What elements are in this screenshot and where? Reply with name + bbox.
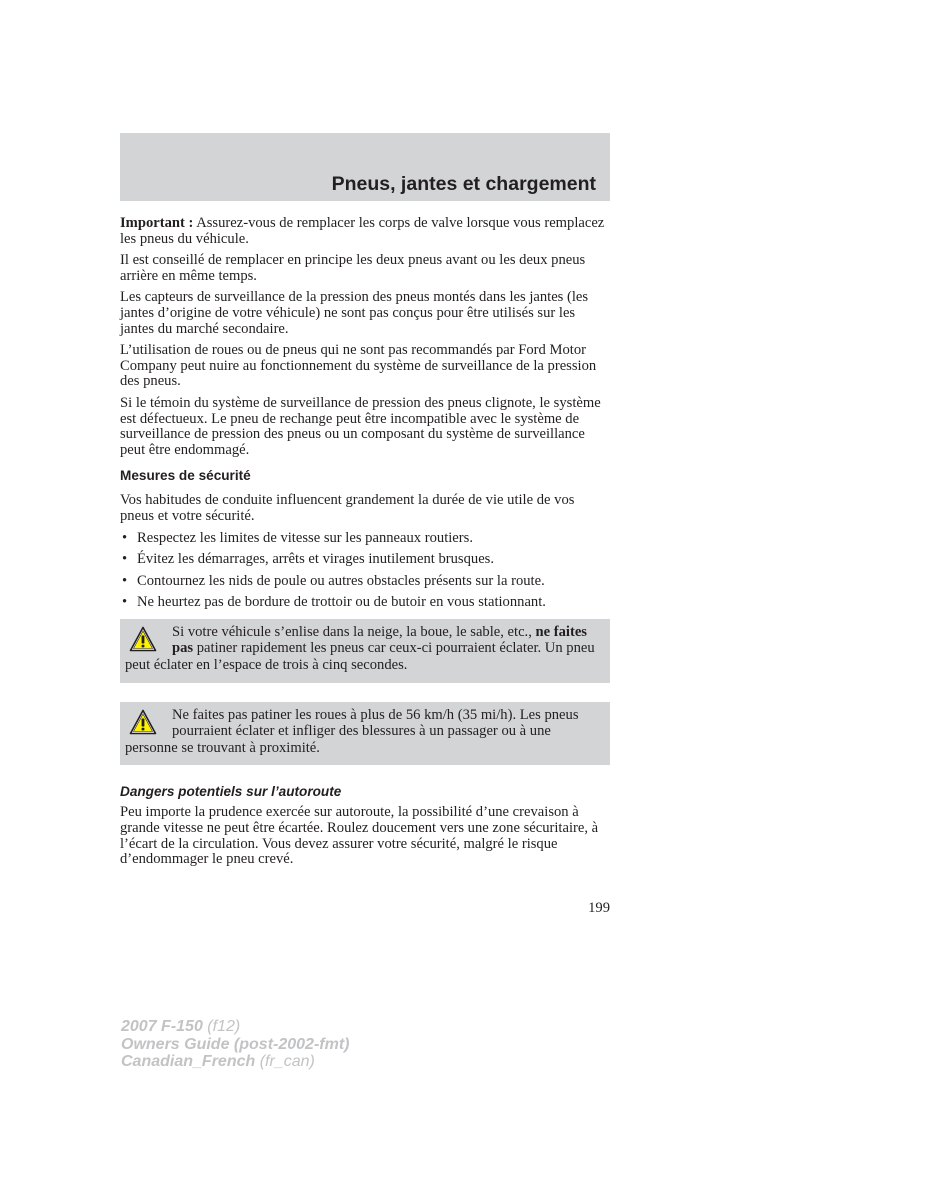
footer-language: Canadian_French (121, 1053, 256, 1070)
paragraph-ford-wheels: L’utilisation de roues ou de pneus qui ne sont pas recommandés par Ford Motor Company peut nuire au fonctionnement du système de surveillance de la pression des pneus. (120, 342, 597, 390)
footer-model-code: (f12) (202, 1018, 241, 1035)
main-content (120, 216, 610, 874)
important-paragraph (120, 216, 610, 247)
list-item (120, 595, 610, 611)
paragraph-warning-light: Si le témoin du système de surveillance de pression des pneus clignote, le système est défectueux. Le pneu de rechange peut être incompatible avec le système de surveillance de pression des pneus ou un composant du système de surveillance peut être endommagé. (120, 394, 601, 458)
list-item (120, 574, 610, 590)
warning-box-spinning (120, 619, 610, 683)
footer-model: 2007 F-150 (121, 1018, 203, 1035)
highway-paragraph: Peu importe la prudence exercée sur autoroute, la possibilité d’une crevaison à grande vitesse ne peut être écartée. Roulez doucement vers une zone sécuritaire, à l’écart de la circulation. Vous devez assurer votre sécurité, malgré le risque d’endommager le pneu crevé. (120, 804, 599, 868)
important-label: Important : (120, 215, 194, 231)
warning-triangle-icon (129, 626, 157, 652)
document-footer (121, 1018, 349, 1071)
bullet-icon: • (122, 529, 128, 546)
footer-line-guide: Owners Guide (post-2002-fmt) (121, 1035, 350, 1053)
footer-line-language (121, 1053, 349, 1071)
warning-text: Ne faites pas patiner les roues à plus de 56 km/h (35 mi/h). Les pneus pourraient éclater et infliger des blessures à un passager ou à une personne se trouvant à proximité. (125, 706, 579, 756)
page-number: 199 (588, 900, 610, 916)
section-heading-highway: Dangers potentiels sur l’autoroute (120, 784, 342, 800)
footer-language-code: (fr_can) (255, 1053, 315, 1070)
list-item-text: Évitez les démarrages, arrêts et virages inutilement brusques. (137, 551, 495, 568)
page-title: Pneus, jantes et chargement (331, 173, 596, 195)
bullet-icon: • (122, 551, 128, 568)
list-item-text: Ne heurtez pas de bordure de trottoir ou de butoir en vous stationnant. (137, 594, 546, 611)
list-item-text: Contournez les nids de poule ou autres obstacles présents sur la route. (137, 572, 545, 589)
warning-text-part1: Si votre véhicule s’enlise dans la neige, la boue, le sable, etc., (172, 623, 536, 640)
bullet-icon: • (122, 572, 128, 589)
section-heading-safety: Mesures de sécurité (120, 468, 251, 484)
list-item (120, 552, 610, 568)
warning-box-speed (120, 702, 610, 766)
safety-bullet-list (120, 531, 610, 611)
safety-intro: Vos habitudes de conduite influencent grandement la durée de vie utile de vos pneus et votre sécurité. (120, 492, 575, 524)
header-band (120, 133, 610, 201)
warning-text-part2: patiner rapidement les pneus car ceux-ci pourraient éclater. Un pneu peut éclater en l’espace de trois à cinq secondes. (125, 640, 595, 674)
list-item (120, 531, 610, 547)
paragraph-sensors: Les capteurs de surveillance de la pression des pneus montés dans les jantes (les jantes d’origine de votre véhicule) ne sont pas conçus pour être utilisés sur les jantes du marché secondaire. (120, 289, 589, 337)
bullet-icon: • (122, 594, 128, 611)
warning-triangle-icon (129, 709, 157, 735)
warning-text-bold: ne faites pas (172, 623, 587, 657)
paragraph-tires-pairs: Il est conseillé de remplacer en principe les deux pneus avant ou les deux pneus arrière en même temps. (120, 252, 586, 284)
important-text: Assurez-vous de remplacer les corps de valve lorsque vous remplacez les pneus du véhicule. (120, 215, 605, 247)
footer-line-model (121, 1018, 349, 1036)
list-item-text: Respectez les limites de vitesse sur les panneaux routiers. (137, 529, 473, 546)
